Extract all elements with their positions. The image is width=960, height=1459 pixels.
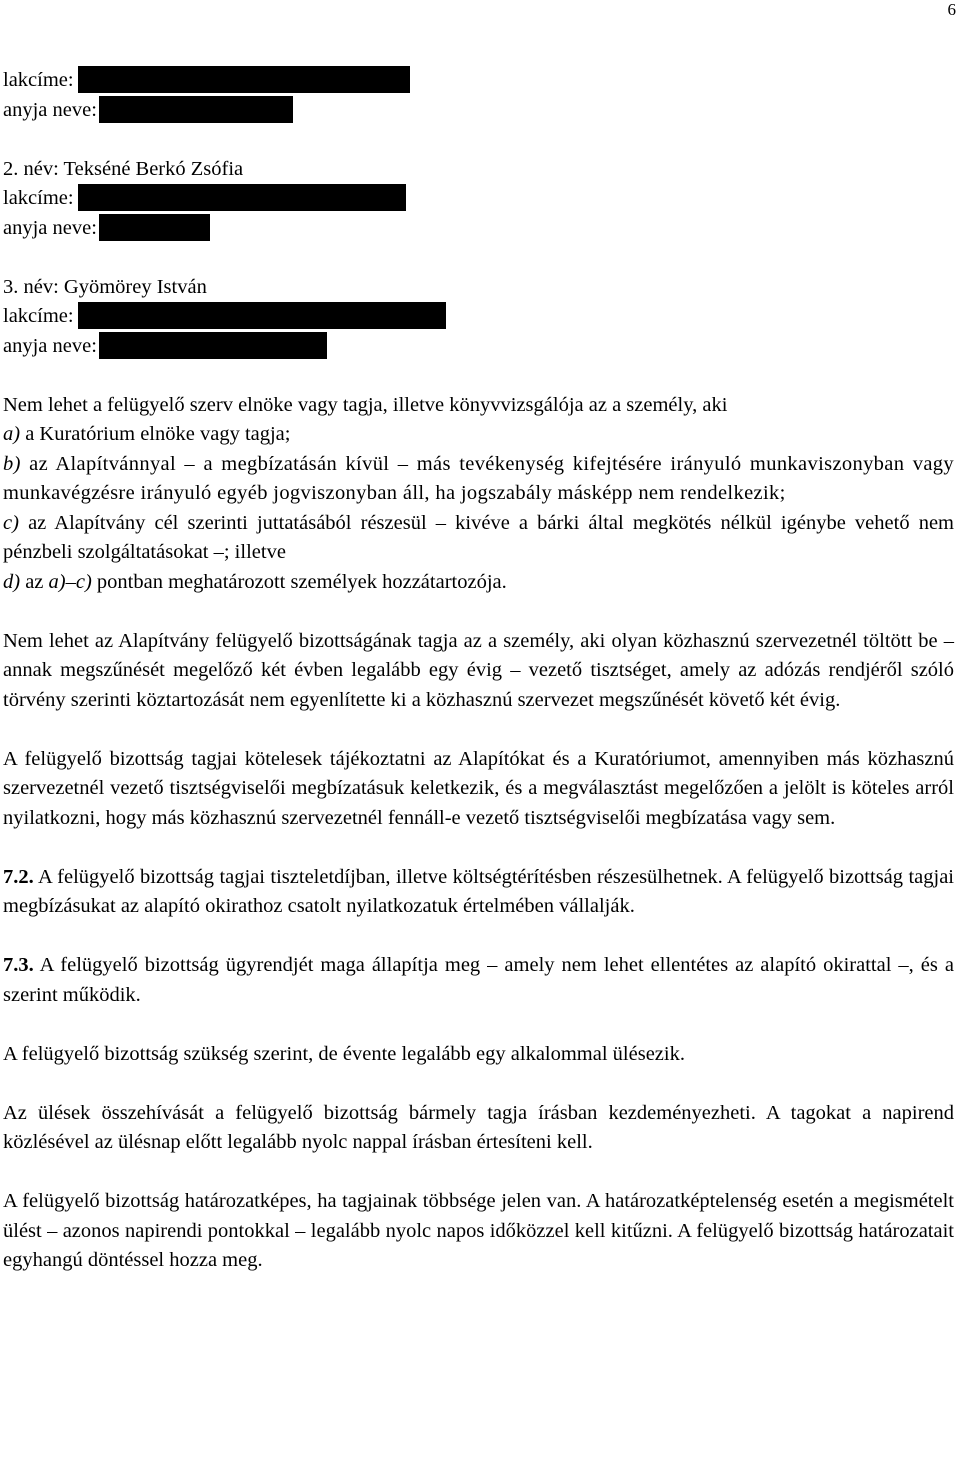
section-number: 7.2. (3, 865, 34, 888)
redacted-mother-name (99, 96, 293, 123)
address-label: lakcíme: (3, 305, 74, 327)
mother-name-label: anyja neve: (3, 216, 97, 239)
paragraph-convene: Az ülések összehívását a felügyelő bizottság bármely tagja írásban kezdeményezheti. A tagokat a napirend közlésével az ülésnap előtt legalább nyolc nappal írásban értesíteni kell. (3, 1101, 954, 1153)
address-label: lakcíme: (3, 69, 74, 91)
mother-name-label: anyja neve: (3, 98, 97, 121)
item-text: az Alapítvánnyal – a megbízatásán kívül – más tevékenység kifejtésére irányuló munkaviszonyban vagy munkavégzésre irányuló egyéb jogviszonyban áll, ha jogszabály másképp nem rendelkezik; (3, 452, 954, 504)
person-2-mother (3, 214, 954, 244)
paragraph-former-officer: Nem lehet az Alapítvány felügyelő bizottságának tagja az a személy, aki olyan közhasznú szervezetnél töltött be – annak megszűnését megelőző két évben legalább egy évig – vezető tisztséget, amely az adózás rendjéről szóló törvény szerinti köztartozását nem egyenlítette ki a közhasznú szervezet megszűnését követő két évig. (3, 629, 954, 711)
person-3-name: 3. név: Gyömörey István (3, 275, 207, 298)
list-item-d (3, 568, 954, 598)
item-text: az (20, 570, 49, 593)
person-1-address (3, 66, 954, 96)
redacted-address (78, 302, 446, 329)
redacted-mother-name (99, 332, 327, 359)
person-2-name: 2. név: Tekséné Berkó Zsófia (3, 157, 244, 180)
item-reference: a)–c) (48, 570, 92, 593)
person-1-mother (3, 96, 954, 126)
list-item-c (3, 509, 954, 568)
item-text: az Alapítvány cél szerinti juttatásából részesül – kivéve a bárki által megkötés nélkül igénybe vehető nem pénzbeli szolgáltatásokat –; illetve (3, 511, 954, 563)
person-3-mother (3, 332, 954, 362)
section-text: A felügyelő bizottság tagjai tiszteletdíjban, illetve költségtérítésben részesülhetnek. A felügyelő bizottság tagjai megbízásukat az alapító okirathoz csatolt nyilatkozatuk értelmében vállalják. (3, 865, 954, 917)
section-7-2 (3, 863, 954, 922)
ineligibility-intro: Nem lehet a felügyelő szerv elnöke vagy tagja, illetve könyvvizsgálója az a személy, aki (3, 393, 728, 416)
section-number: 7.3. (3, 954, 34, 976)
page-number: 6 (947, 0, 956, 19)
item-label: c) (3, 511, 19, 534)
paragraph-meetings: A felügyelő bizottság szükség szerint, de évente legalább egy alkalommal ülésezik. (3, 1042, 685, 1065)
address-label: lakcíme: (3, 187, 74, 209)
item-label: d) (3, 570, 21, 593)
item-label: b) (3, 452, 21, 475)
person-3-address (3, 302, 954, 332)
document-body (3, 66, 954, 1276)
paragraph-inform: A felügyelő bizottság tagjai kötelesek tájékoztatni az Alapítókat és a Kuratóriumot, amennyiben más közhasznú szervezetnél vezető tisztségviselői megbízatásuk keletkezik, és a megválasztást megelőzően a jelölt is köteles arról nyilatkozni, hogy más közhasznú szervezetnél fennáll-e vezető tisztségviselői megbízatása vagy sem. (3, 747, 954, 829)
item-label: a) (3, 423, 21, 445)
item-text: pontban meghatározott személyek hozzátartozója. (91, 570, 507, 593)
item-text: a Kuratórium elnöke vagy tagja; (20, 423, 291, 445)
redacted-address (78, 66, 410, 93)
list-item-a (3, 420, 954, 450)
section-7-3 (3, 951, 954, 1010)
section-text: A felügyelő bizottság ügyrendjét maga állapítja meg – amely nem lehet ellentétes az alapító okirattal –, és a szerint működik. (3, 954, 954, 1006)
redacted-mother-name (99, 214, 210, 241)
person-2-address (3, 184, 954, 214)
paragraph-quorum: A felügyelő bizottság határozatképes, ha tagjainak többsége jelen van. A határozatképtelenség esetén a megismételt ülést – azonos napirendi pontokkal – legalább nyolc napos időközzel kell kitűzni. A felügyelő bizottság határozatait egyhangú döntéssel hozza meg. (3, 1190, 954, 1271)
mother-name-label: anyja neve: (3, 334, 97, 357)
redacted-address (78, 184, 406, 211)
ineligibility-list (3, 391, 954, 598)
list-item-b (3, 450, 954, 509)
